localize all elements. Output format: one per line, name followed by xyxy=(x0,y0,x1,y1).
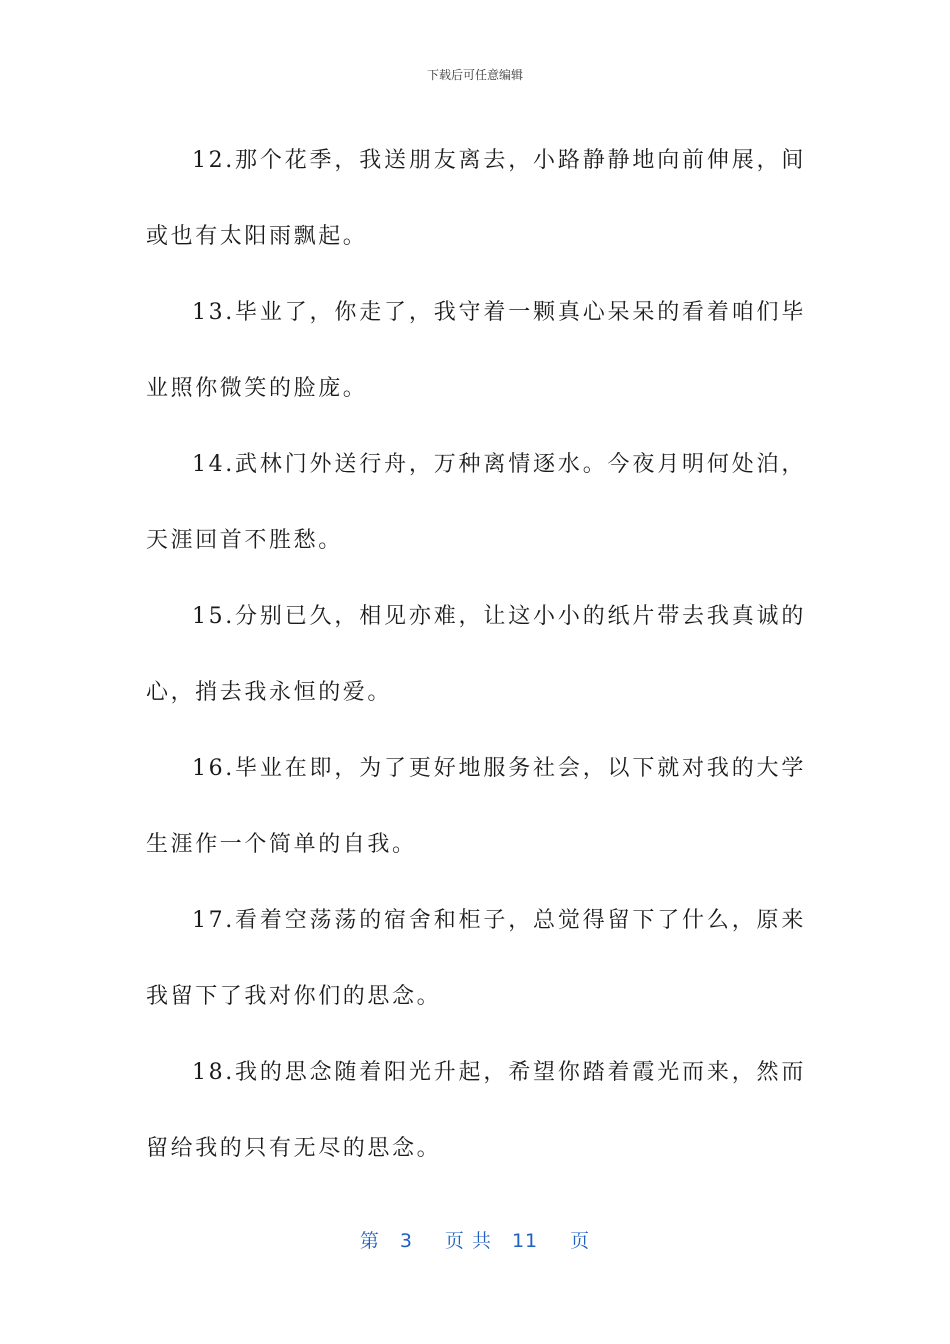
footer-middle: 页 共 xyxy=(444,1230,492,1252)
paragraph-18: 18.我的思念随着阳光升起，希望你踏着霞光而来，然而留给我的只有无尽的思念。 xyxy=(146,1060,806,1161)
paragraph-15: 15.分别已久，相见亦难，让这小小的纸片带去我真诚的心，捎去我永恒的爱。 xyxy=(146,604,806,705)
paragraph-14: 14.武林门外送行舟，万种离情逐水。今夜月明何处泊，天涯回首不胜愁。 xyxy=(146,452,806,553)
paragraph-13: 13.毕业了，你走了，我守着一颗真心呆呆的看着咱们毕业照你微笑的脸庞。 xyxy=(146,300,806,401)
page-footer xyxy=(0,1226,950,1253)
footer-total-pages: 11 xyxy=(511,1230,539,1252)
page-header-note: 下载后可任意编辑 xyxy=(426,68,523,82)
paragraph-17: 17.看着空荡荡的宿舍和柜子，总觉得留下了什么，原来我留下了我对你们的思念。 xyxy=(146,908,806,1009)
paragraph-16: 16.毕业在即，为了更好地服务社会，以下就对我的大学生涯作一个简单的自我。 xyxy=(146,756,806,857)
footer-prefix: 第 xyxy=(359,1230,380,1252)
footer-current-page: 3 xyxy=(399,1230,413,1252)
document-body xyxy=(146,123,806,1187)
footer-suffix: 页 xyxy=(570,1230,591,1252)
paragraph-12: 12.那个花季，我送朋友离去，小路静静地向前伸展，间或也有太阳雨飘起。 xyxy=(146,148,806,249)
